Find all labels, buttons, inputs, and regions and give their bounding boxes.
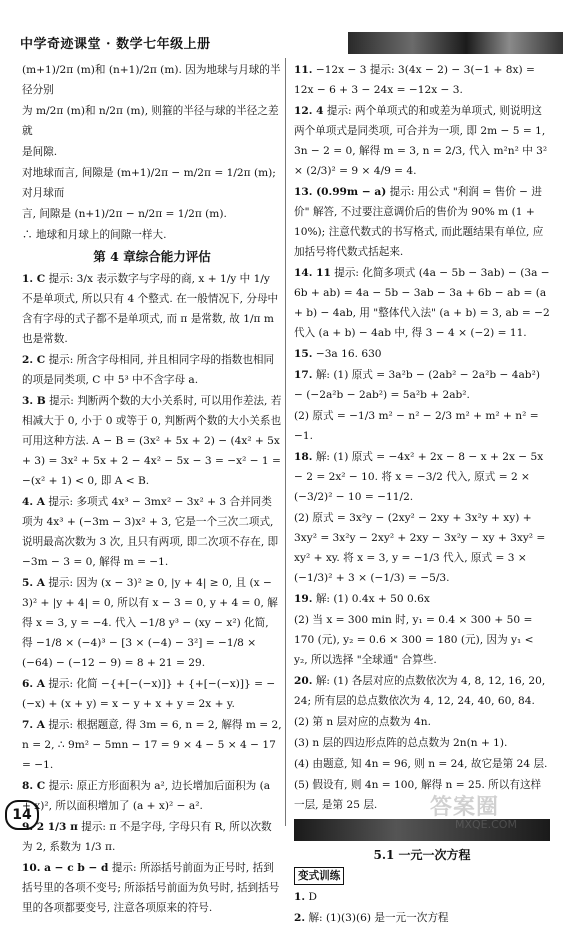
answer-text: (2) 当 x = 300 min 时, y₁ = 0.4 × 300 + 50 = 170 (元), y₂ = 0.6 × 300 = 180 (元), 因为 y₁ < y₂, 所以选择 "全球通" 合算些.: [294, 614, 534, 666]
answer-number: 10. a − c b − d: [22, 862, 109, 874]
answer-item: [22, 350, 282, 390]
section-title: 第 4 章综合能力评估: [93, 249, 211, 264]
answer-item: [294, 447, 550, 507]
answer-text: 提示: π 不是字母, 字母只有 R, 所以次数为 2, 系数为 1/3 π.: [22, 821, 272, 853]
practice-list: [294, 887, 550, 928]
answer-text: 提示: 因为 (x − 3)² ≥ 0, |y + 4| ≥ 0, 且 (x − 3)² + |y + 4| = 0, 所以有 x − 3 = 0, y + 4 = 0, 解得 x = 3, y = −4. 代入 −1/8 y³ − (xy − x²) 化简, 得 −1/8 × (−4)³ − [3 × (−4) − 3²] = −1/8 × (−64) − (−12 − 9) = 8 + 21 = 29.: [22, 577, 278, 669]
answer-number: 8. C: [22, 780, 46, 792]
answer-item: [22, 776, 282, 816]
answer-text: 解: (1) 原式 = 3a²b − (2ab² − 2a²b − 4ab²) − (−2a²b − 2ab²) = 5a²b + 2ab².: [294, 369, 540, 401]
answer-text: 提示: 多项式 4x³ − 3mx² − 3x² + 3 合并同类项为 4x³ + (−3m − 3)x² + 3, 它是一个三次二项式, 说明最高次数为 3 次, 且只有两项, 即二次项不存在, 即 −3m − 3 = 0, 解得 m = −1.: [22, 496, 279, 568]
answer-item: [22, 715, 282, 775]
answer-number: 1.: [294, 891, 306, 903]
answer-number: 17.: [294, 369, 313, 381]
answer-item: [22, 858, 282, 918]
answer-item: [294, 182, 550, 262]
answer-item: [294, 887, 550, 907]
answer-item: [294, 344, 550, 364]
practice-label: 变式训练: [294, 867, 344, 885]
answer-text: (4) 由题意, 知 4n = 96, 则 n = 24, 故它是第 24 层.: [294, 758, 548, 770]
answer-item: [294, 775, 550, 815]
watermark-logo: 答案圈: [430, 795, 500, 820]
intro-line: 言, 间隙是 (n+1)/2π − n/2π = 1/2π (m).: [22, 208, 227, 220]
right-column: [294, 60, 550, 929]
answer-text: (2) 第 n 层对应的点数为 4n.: [294, 716, 431, 728]
answer-text: 提示: 判断两个数的大小关系时, 可以用作差法, 若相减大于 0, 小于 0 或等于 0, 判断两个数的大小关系也可用这种方法. A − B = (3x² + 5x + 2) − (4x² + 5x + 3) = 3x² + 5x + 2 − 4x² − 5x − 3 = −x² − 1 = −(x² + 1) < 0, 即 A < B.: [22, 395, 282, 487]
answer-item: [22, 573, 282, 673]
answer-number: 9. 2 1/3 π: [22, 821, 78, 833]
answer-text: 提示: 用公式 "利润 = 售价 − 进价" 解答, 不过要注意调价后的售价为 90% m (1 + 10%); 注意代数式的书写格式, 而此题结果有单位, 应加括号将代数式括起来.: [294, 186, 544, 258]
answer-list: [22, 269, 282, 918]
answer-number: 19.: [294, 593, 313, 605]
intro-line: 为 m/2π (m)和 n/2π (m), 则箍的半径与球的半径之差就: [22, 105, 279, 137]
column-divider: [285, 58, 286, 826]
answer-item: [22, 391, 282, 491]
answer-number: 12. 4: [294, 105, 324, 117]
answer-text: −12x − 3 提示: 3(4x − 2) − 3(−1 + 8x) = 12x − 6 + 3 − 24x = −12x − 3.: [294, 64, 535, 96]
answer-list: [294, 60, 550, 815]
answer-item: [294, 589, 550, 609]
answer-text: 提示: 根据题意, 得 3m = 6, n = 2, 解得 m = 2, n = 2, ∴ 9m² − 5mn − 17 = 9 × 4 − 5 × 4 − 17 = −1.: [22, 719, 282, 771]
answer-number: 1. C: [22, 273, 46, 285]
answer-text: 解: (1)(3)(6) 是一元一次方程: [308, 912, 449, 924]
answer-number: 2. C: [22, 354, 46, 366]
answer-item: [22, 817, 282, 857]
intro-line: ∴ 地球和月球上的间隙一样大.: [22, 229, 167, 241]
answer-number: 6. A: [22, 678, 45, 690]
answer-number: 18.: [294, 451, 313, 463]
answer-item: [294, 712, 550, 732]
answer-item: [294, 671, 550, 711]
answer-text: 提示: 原正方形面积为 a², 边长增加后面积为 (a + x)², 所以面积增加了 (a + x)² − a².: [22, 780, 271, 812]
answer-text: 提示: 化简 −{+[−(−x)]} + {+[−(−x)]} = −(−x) + (x + y) = x − y + x + y = 2x + y.: [22, 678, 276, 710]
answer-text: (5) 假设有, 则 4n = 100, 解得 n = 25. 所以有这样一层, 是第 25 层.: [294, 779, 542, 811]
answer-text: (2) 原式 = −1/3 m² − n² − 2/3 m² + m² + n² = −1.: [294, 410, 539, 442]
answer-text: 提示: 化简多项式 (4a − 5b − 3ab) − (3a − 6b + ab) = 4a − 5b − 3ab − 3a + 6b − ab = (a + b) − 4ab, 用 "整体代入法" (a + b) = 3, ab = −2 代入 (a + b) − 4ab 中, 得 3 − 4 × (−2) = 11.: [294, 267, 550, 339]
answer-number: 5. A: [22, 577, 45, 589]
answer-item: [294, 754, 550, 774]
answer-number: 2.: [294, 912, 306, 924]
answer-item: [294, 508, 550, 588]
answer-item: [294, 406, 550, 446]
answer-number: 13. (0.99m − a): [294, 186, 387, 198]
watermark-url: MXQE.COM: [455, 818, 517, 831]
answer-item: [294, 733, 550, 753]
answer-text: (3) n 层的四边形点阵的总点数为 2n(n + 1).: [294, 737, 508, 749]
answer-item: [294, 60, 550, 100]
answer-number: 4. A: [22, 496, 45, 508]
answer-text: 提示: 所含字母相同, 并且相同字母的指数也相同的项是同类项, C 中 5³ 中不含字母 a.: [22, 354, 275, 386]
answer-item: [294, 908, 550, 928]
answer-number: 14. 11: [294, 267, 331, 279]
intro-line: 是间隙.: [22, 146, 58, 158]
answer-number: 11.: [294, 64, 313, 76]
answer-text: 解: (1) 原式 = −4x² + 2x − 8 − x + 2x − 5x − 2 = 2x² − 10. 将 x = −3/2 代入, 原式 = 2 × (−3/2)² − 10 = −11/2.: [294, 451, 544, 503]
answer-number: 3. B: [22, 395, 46, 407]
intro-line: 对地球而言, 间隙是 (m+1)/2π − m/2π = 1/2π (m); 对月球而: [22, 167, 276, 199]
page-number: 14: [5, 800, 39, 830]
intro-line: (m+1)/2π (m)和 (n+1)/2π (m). 因为地球与月球的半径分别: [22, 64, 281, 96]
lesson-title: 5.1 一元一次方程: [373, 848, 471, 862]
answer-item: [294, 263, 550, 343]
answer-text: D: [308, 891, 317, 903]
answer-text: 解: (1) 各层对应的点数依次为 4, 8, 12, 16, 20, 24; 所有层的总点数依次为 4, 12, 24, 40, 60, 84.: [294, 675, 546, 707]
header-banner-image: [348, 32, 563, 54]
answer-item: [22, 674, 282, 714]
answer-text: 提示: 两个单项式的和或差为单项式, 则说明这两个单项式是同类项, 可合并为一项, 即 2m − 5 = 1, 3n − 2 = 0, 解得 m = 3, n = 2/3, 代入 m²n² 中 3² × (2/3)² = 9 × 4/9 = 4.: [294, 105, 548, 177]
answer-text: 提示: 3/x 表示数字与字母的商, x + 1/y 中 1/y 不是单项式, 所以只有 4 个整式. 在一般情况下, 分母中含有字母的式子都不是单项式, 而 π 是常数, 故 1/π m 也是常数.: [22, 273, 279, 345]
book-brand: 中学奇迹课堂 · 数学七年级上册: [20, 37, 211, 52]
answer-text: 提示: 所添括号前面为正号时, 括到括号里的各项不变号; 所添括号前面为负号时, 括到括号里的各项都要变号, 注意各项原来的符号.: [22, 862, 280, 914]
answer-item: [294, 365, 550, 405]
answer-item: [22, 492, 282, 572]
answer-item: [294, 610, 550, 670]
answer-text: 解: (1) 0.4x + 50 0.6x: [315, 593, 430, 605]
answer-number: 15.: [294, 348, 313, 360]
page-header: [0, 0, 563, 55]
answer-text: (2) 原式 = 3x²y − (2xy² − 2xy + 3x²y + xy) + 3xy² = 3x²y − 2xy² + 2xy − 3x²y − xy + 3xy² = xy² + xy. 将 x = 3, y = −1/3 代入, 原式 = 3 × (−1/3)² + 3 × (−1/3) = −5/3.: [294, 512, 546, 584]
answer-item: [294, 101, 550, 181]
left-column: [22, 60, 282, 919]
answer-number: 7. A: [22, 719, 45, 731]
answer-item: [22, 269, 282, 349]
answer-number: 20.: [294, 675, 313, 687]
answer-text: −3a 16. 630: [315, 348, 382, 360]
